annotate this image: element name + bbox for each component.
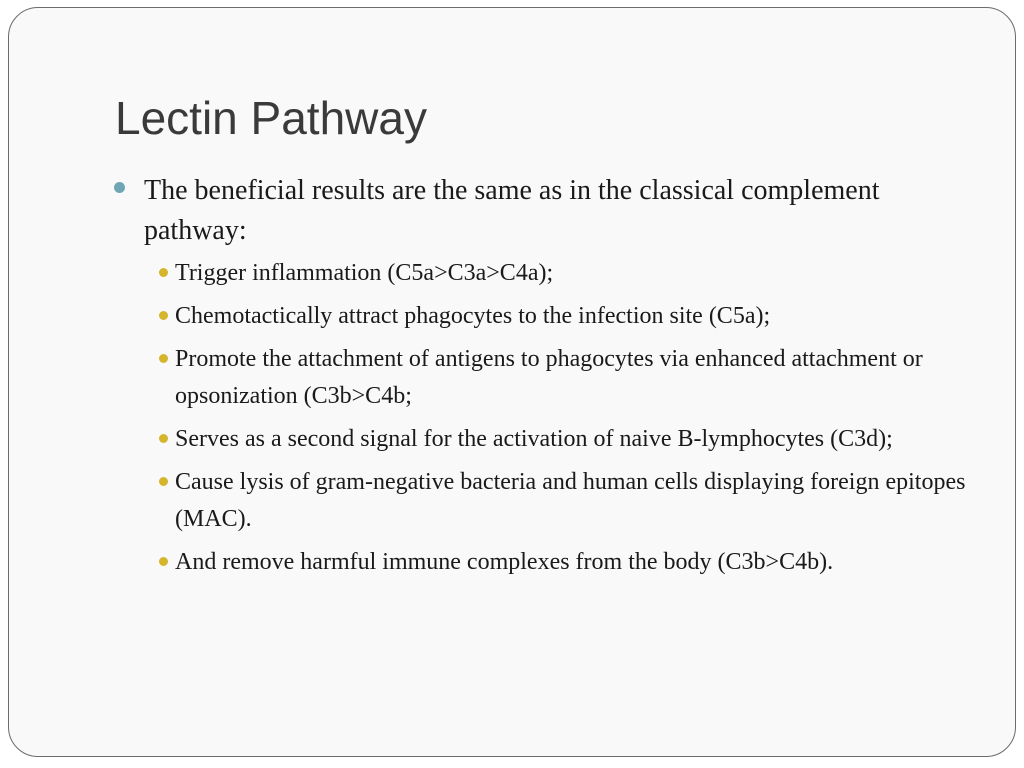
small-circle-bullet-icon (159, 354, 168, 363)
sub-bullet-item (113, 341, 973, 415)
sub-bullet-text: Promote the attachment of antigens to phagocytes via enhanced attachment or opsonization (C3b>C4b; (175, 346, 923, 409)
sub-bullet-item (113, 298, 973, 335)
sub-bullet-item (113, 544, 973, 581)
small-circle-bullet-icon (159, 557, 168, 566)
sub-bullet-text: And remove harmful immune complexes from the body (C3b>C4b). (175, 549, 834, 575)
circle-bullet-icon (114, 182, 125, 193)
sub-bullet-list (113, 255, 973, 581)
slide-body (113, 171, 973, 587)
sub-bullet-item (113, 255, 973, 292)
slide-title: Lectin Pathway (115, 92, 427, 144)
slide (8, 7, 1016, 757)
small-circle-bullet-icon (159, 434, 168, 443)
main-bullet-point (113, 171, 973, 251)
sub-bullet-item (113, 421, 973, 458)
small-circle-bullet-icon (159, 268, 168, 277)
small-circle-bullet-icon (159, 311, 168, 320)
sub-bullet-text: Cause lysis of gram-negative bacteria and human cells displaying foreign epitopes (MAC). (175, 469, 966, 532)
sub-bullet-item (113, 464, 973, 538)
main-bullet-text: The beneficial results are the same as in the classical complement pathway: (144, 175, 880, 246)
sub-bullet-text: Serves as a second signal for the activation of naive B-lymphocytes (C3d); (175, 426, 893, 452)
small-circle-bullet-icon (159, 477, 168, 486)
sub-bullet-text: Trigger inflammation (C5a>C3a>C4a); (175, 260, 554, 286)
sub-bullet-text: Chemotactically attract phagocytes to the infection site (C5a); (175, 303, 771, 329)
